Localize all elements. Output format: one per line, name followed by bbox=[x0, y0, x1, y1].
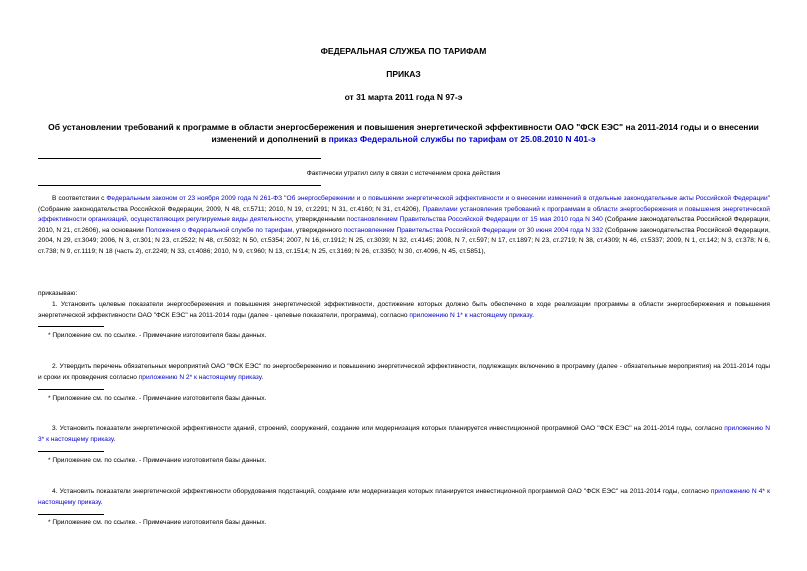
divider bbox=[38, 185, 321, 186]
item-2 bbox=[38, 362, 770, 383]
item-text: 2. Утвердить перечень обязательных мероприятий ОАО "ФСК ЕЭС" по энергосбережению и повышению энергетической эффективности, подлежащих включению в программу (далее - обязательные мероприятия) на 2011-2014 годы и сроки их проведения согласно bbox=[38, 363, 770, 381]
item-tail: . bbox=[261, 373, 264, 381]
order-word: приказываю: bbox=[38, 290, 78, 297]
item-4 bbox=[38, 487, 770, 508]
title-link[interactable]: приказ Федеральной службы по тарифам от 25.08.2010 N 401-э bbox=[328, 134, 596, 144]
preamble-text: " bbox=[282, 195, 287, 202]
item-3 bbox=[38, 424, 770, 445]
preamble-paragraph bbox=[38, 194, 770, 257]
document-title bbox=[30, 121, 777, 145]
rules-link[interactable]: Правилами установления требований к программам в области энергосбережения и повышения энергетической эффективности организаций, осуществляющих регулируемые виды деятельности bbox=[38, 205, 770, 223]
header-org: ФЕДЕРАЛЬНАЯ СЛУЖБА ПО ТАРИФАМ bbox=[320, 46, 487, 56]
item-tail: . bbox=[532, 311, 534, 319]
item-text: 4. Установить показатели энергетической эффективности оборудования подстанций, создание или модернизация которых планируется инвестиционной программой ОАО "ФСК ЕЭС" на 2011-2014 годы, согласно bbox=[52, 488, 711, 495]
footnote-rule bbox=[38, 514, 104, 515]
appendix-4-link[interactable]: приложению N 4* к настоящему приказу bbox=[38, 488, 770, 506]
preamble-text: В соответствии с bbox=[52, 195, 107, 202]
preamble-text: , утвержденными bbox=[291, 216, 347, 223]
preamble-text: (Собрание законодательства Российской Федерации, 2004, N 29, ст.3049; 2006, N 3, ст.301; N 23, ст.2522; N 48, ст.5032; N 50, ст.5354; 2007, N 16, ст.1912; N 25, ст.3039; N 32, ст.4145; 2008, N 7, ст.597; N 17, ст.1897; N 23, ст.2719; N 38, ст.4309; N 46, ст.5337; 2009, N 1, ст.142; N 3, ст.378; N 6, ст.738; N 9, ст.1119; N 18 (часть 2), ст.2249; N 33, ст.4086; 2010, N 9, ст.960; N 13, ст.1514; N 25, ст.3169; N 26, ст.3350; N 30, ст.4096, N 45, ст.5851), bbox=[38, 226, 770, 255]
appendix-1-link[interactable]: приложению N 1* к настоящему приказу bbox=[409, 311, 533, 319]
item-1 bbox=[38, 300, 770, 321]
divider bbox=[38, 158, 321, 159]
law-link[interactable]: Федеральным законом от 23 ноября 2009 года N 261-ФЗ bbox=[106, 195, 283, 202]
status-note: Фактически утратил силу в связи с истечением срока действия bbox=[306, 170, 501, 177]
item-tail: . bbox=[100, 498, 103, 506]
footnote-rule bbox=[38, 389, 104, 390]
item-text: 1. Установить целевые показатели энергосбережения и повышения энергетической эффективности, достижение которых должно быть обеспечено в ходе реализации программы в области энергосбережения и повышения энергетической эффективности ОАО "ФСК ЕЭС" на 2011-2014 годы (далее - целевые показатели, программа), согласно bbox=[38, 301, 770, 319]
resolution-332-link[interactable]: постановлением Правительства Российской Федерации от 30 июня 2004 года N 332 bbox=[343, 226, 604, 234]
preamble-text: (Собрание законодательства Российской Федерации, 2010, N 21, ст.2606), на основании bbox=[38, 216, 771, 234]
header-date: от 31 марта 2011 года N 97-э bbox=[344, 92, 463, 102]
resolution-340-link[interactable]: постановлением Правительства Российской Федерации от 15 мая 2010 года N 340 bbox=[346, 216, 603, 223]
footnote: * Приложение см. по ссылке. - Примечание изготовителя базы данных. bbox=[48, 519, 267, 526]
title-text: Об установлении требований к программе в области энергосбережения и повышения энергетической эффективности ОАО "ФСК ЕЭС" на 2011-2014 годы и о внесении изменений и дополнений в bbox=[48, 122, 759, 144]
footnote: * Приложение см. по ссылке. - Примечание изготовителя базы данных. bbox=[48, 457, 267, 464]
footnote-rule bbox=[38, 451, 104, 452]
appendix-3-link[interactable]: приложению N 3* к настоящему приказу bbox=[38, 425, 770, 443]
law-title-link[interactable]: Об энергосбережении и о повышении энергетической эффективности и о внесении изменений в отдельные законодательные акты Российской Федерации bbox=[286, 195, 768, 202]
item-text: 3. Установить показатели энергетической эффективности зданий, строений, сооружений, создание или модернизация которых планируется инвестиционной программой ОАО "ФСК ЕЭС" на 2011-2014 годы, согласно bbox=[52, 425, 725, 432]
footnote: * Приложение см. по ссылке. - Примечание изготовителя базы данных. bbox=[48, 332, 267, 339]
appendix-2-link[interactable]: приложению N 2* к настоящему приказу bbox=[138, 373, 262, 381]
item-tail: . bbox=[113, 435, 116, 443]
footnote: * Приложение см. по ссылке. - Примечание изготовителя базы данных. bbox=[48, 395, 267, 402]
preamble-text: , утвержденного bbox=[292, 226, 344, 234]
footnote-rule bbox=[38, 326, 104, 327]
header-doc-type: ПРИКАЗ bbox=[386, 69, 421, 79]
regulation-link[interactable]: Положения о Федеральной службе по тарифам bbox=[145, 226, 293, 234]
preamble-text: " (Собрание законодательства Российской Федерации, 2009, N 48, ст.5711; 2010, N 19, ст.2291; N 31, ст.4160; N 31, ст.4206), bbox=[38, 195, 770, 213]
